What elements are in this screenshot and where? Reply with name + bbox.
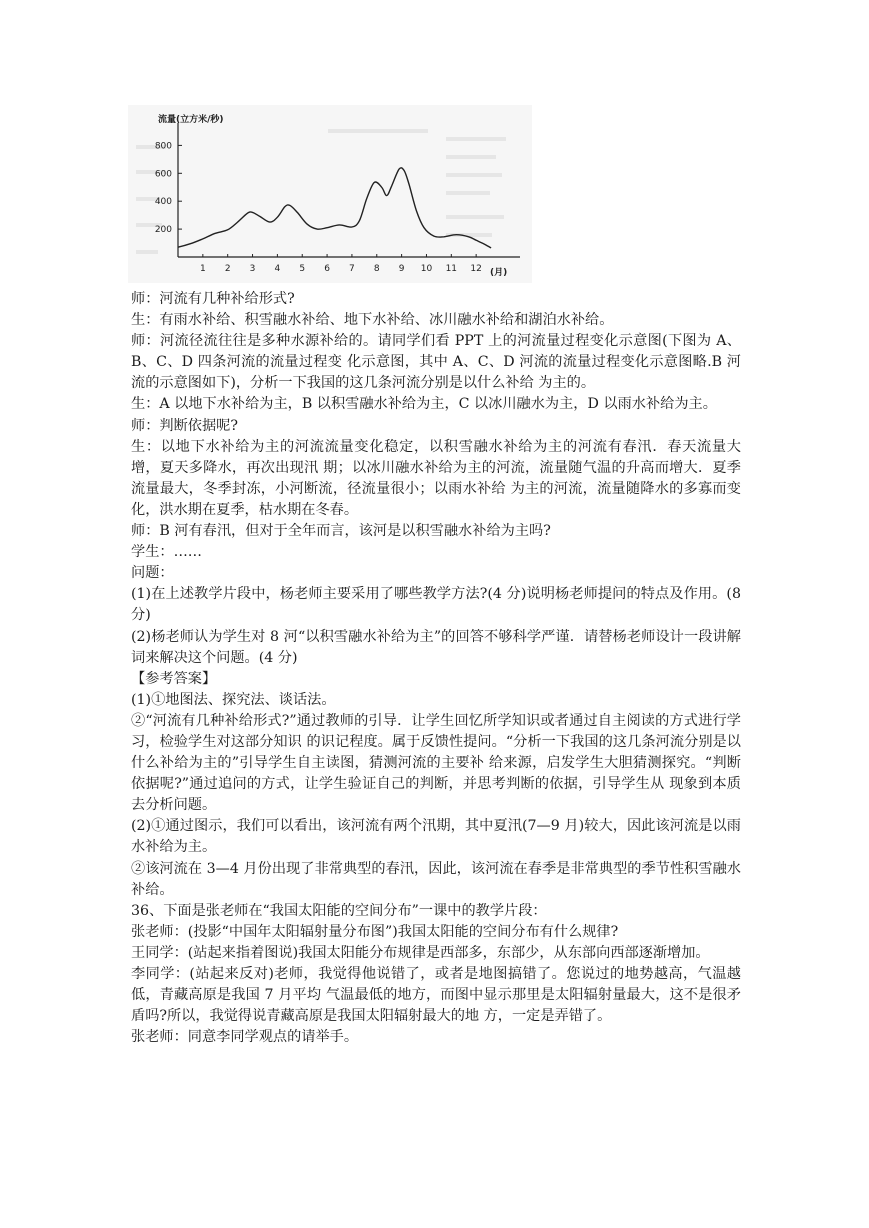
faint-mark <box>136 250 158 254</box>
y-axis-label: 流量(立方米/秒) <box>158 115 224 125</box>
paragraph: ②该河流在 3—4 月份出现了非常典型的春汛，因此，该河流在春季是非常典型的季节性积雪融水补给。 <box>131 860 741 898</box>
paragraph: 36、下面是张老师在“我国太阳能的空间分布”一课中的教学片段： <box>131 902 547 919</box>
x-tick-label: 2 <box>224 264 231 274</box>
y-tick-label: 800 <box>154 141 172 152</box>
x-tick-label: 12 <box>470 264 482 274</box>
faint-mark <box>446 215 504 219</box>
paragraph: 师：河流径流往往是多种水源补给的。请同学们看 PPT 上的河流量过程变化示意图(下图为 A、B、C、D 四条河流的流量过程变 化示意图，其中 A、C、D 河流的流量过程变化示意图略.B 河流的示意图如下)，分析一下我国的这几条河流分别是以什么补给 为主的。 <box>131 333 741 392</box>
x-tick-label: 9 <box>398 264 405 274</box>
x-tick-label: 1 <box>199 264 206 274</box>
faint-mark <box>446 173 502 177</box>
paragraph: 生：以地下水补给为主的河流流量变化稳定，以积雪融水补给为主的河流有春汛．春天流量大增，夏天多降水，再次出现汛 期；以冰川融水补给为主的河流，流量随气温的升高而增大．夏季流量最大，冬季封冻，小河断流，径流量很小；以雨水补给 为主的河流，流量随降水的多寡而变化，洪水期在夏季，枯水期在冬春。 <box>131 438 741 518</box>
paragraph: 师：B 河有春汛，但对于全年而言，该河是以积雪融水补给为主吗? <box>131 523 551 540</box>
paragraph: 师：判断依据呢? <box>131 417 238 434</box>
paragraph: 张老师：同意李同学观点的请举手。 <box>131 1029 359 1046</box>
y-tick-label: 600 <box>154 169 172 180</box>
x-axis-unit: (月) <box>490 268 508 278</box>
x-tick-label: 8 <box>373 264 380 274</box>
paragraph: 生：有雨水补给、积雪融水补给、地下水补给、冰川融水补给和湖泊水补给。 <box>131 312 614 329</box>
document-body <box>131 289 741 1048</box>
paragraph: (1)①地图法、探究法、谈话法。 <box>131 691 336 708</box>
faint-mark <box>446 155 496 159</box>
x-tick-label: 5 <box>299 264 306 274</box>
paragraph: (2)杨老师认为学生对 8 河“以积雪融水补给为主”的回答不够科学严谨．请替杨老师设计一段讲解词来解决这个问题。(4 分) <box>131 628 741 666</box>
paragraph: ②“河流有几种补给形式?”通过教师的引导．让学生回忆所学知识或者通过自主阅读的方式进行学习，检验学生对这部分知识 的识记程度。属于反馈性提问。“分析一下我国的这几条河流分别是以什么补给为主的”引导学生自主读图，猜测河流的主要补 给来源，启发学生大胆猜测探究。“判断依据呢?”通过追问的方式，让学生验证自己的判断，并思考判断的依据，引导学生从 现象到本质去分析问题。 <box>131 712 741 814</box>
paragraph: 李同学：(站起来反对)老师，我觉得他说错了，或者是地图搞错了。您说过的地势越高，气温越低，青藏高原是我国 7 月平均 气温最低的地方，而图中显示那里是太阳辐射量最大，这不是很矛盾吗?所以，我觉得说青藏高原是我国太阳辐射最大的地 方，一定是弄错了。 <box>131 966 741 1025</box>
y-tick-label: 400 <box>154 197 172 208</box>
x-tick-label: 6 <box>324 264 330 274</box>
x-tick-label: 10 <box>420 264 433 274</box>
paragraph: (2)①通过图示，我们可以看出，该河流有两个汛期，其中夏汛(7—9 月)较大，因此该河流是以雨水补给为主。 <box>131 818 741 856</box>
y-tick-label: 200 <box>154 225 172 236</box>
paragraph: 【参考答案】 <box>131 670 217 687</box>
x-tick-label: 11 <box>445 264 458 274</box>
paragraph: 问题： <box>131 565 174 582</box>
x-tick-label: 4 <box>274 264 281 274</box>
paragraph: (1)在上述教学片段中，杨老师主要采用了哪些教学方法?(4 分)说明杨老师提问的特点及作用。(8 分) <box>131 586 741 624</box>
faint-mark <box>388 129 428 133</box>
paragraph: 学生：…… <box>131 544 202 561</box>
paragraph: 王同学：(站起来指着图说)我国太阳能分布规律是西部多，东部少，从东部向西部逐渐增加。 <box>131 944 710 961</box>
faint-mark <box>446 137 506 141</box>
flow-chart <box>128 105 532 283</box>
paragraph: 张老师：(投影“中国年太阳辐射量分布图”)我国太阳能的空间分布有什么规律? <box>131 923 619 940</box>
paragraph: 师：河流有几种补给形式? <box>131 291 295 307</box>
x-tick-label: 7 <box>349 264 355 274</box>
faint-mark <box>446 191 490 195</box>
x-tick-label: 3 <box>249 264 256 274</box>
faint-mark <box>328 129 388 133</box>
paragraph: 生：A 以地下水补给为主，B 以积雪融水补给为主，C 以冰川融水为主，D 以雨水补给为主。 <box>131 396 717 413</box>
